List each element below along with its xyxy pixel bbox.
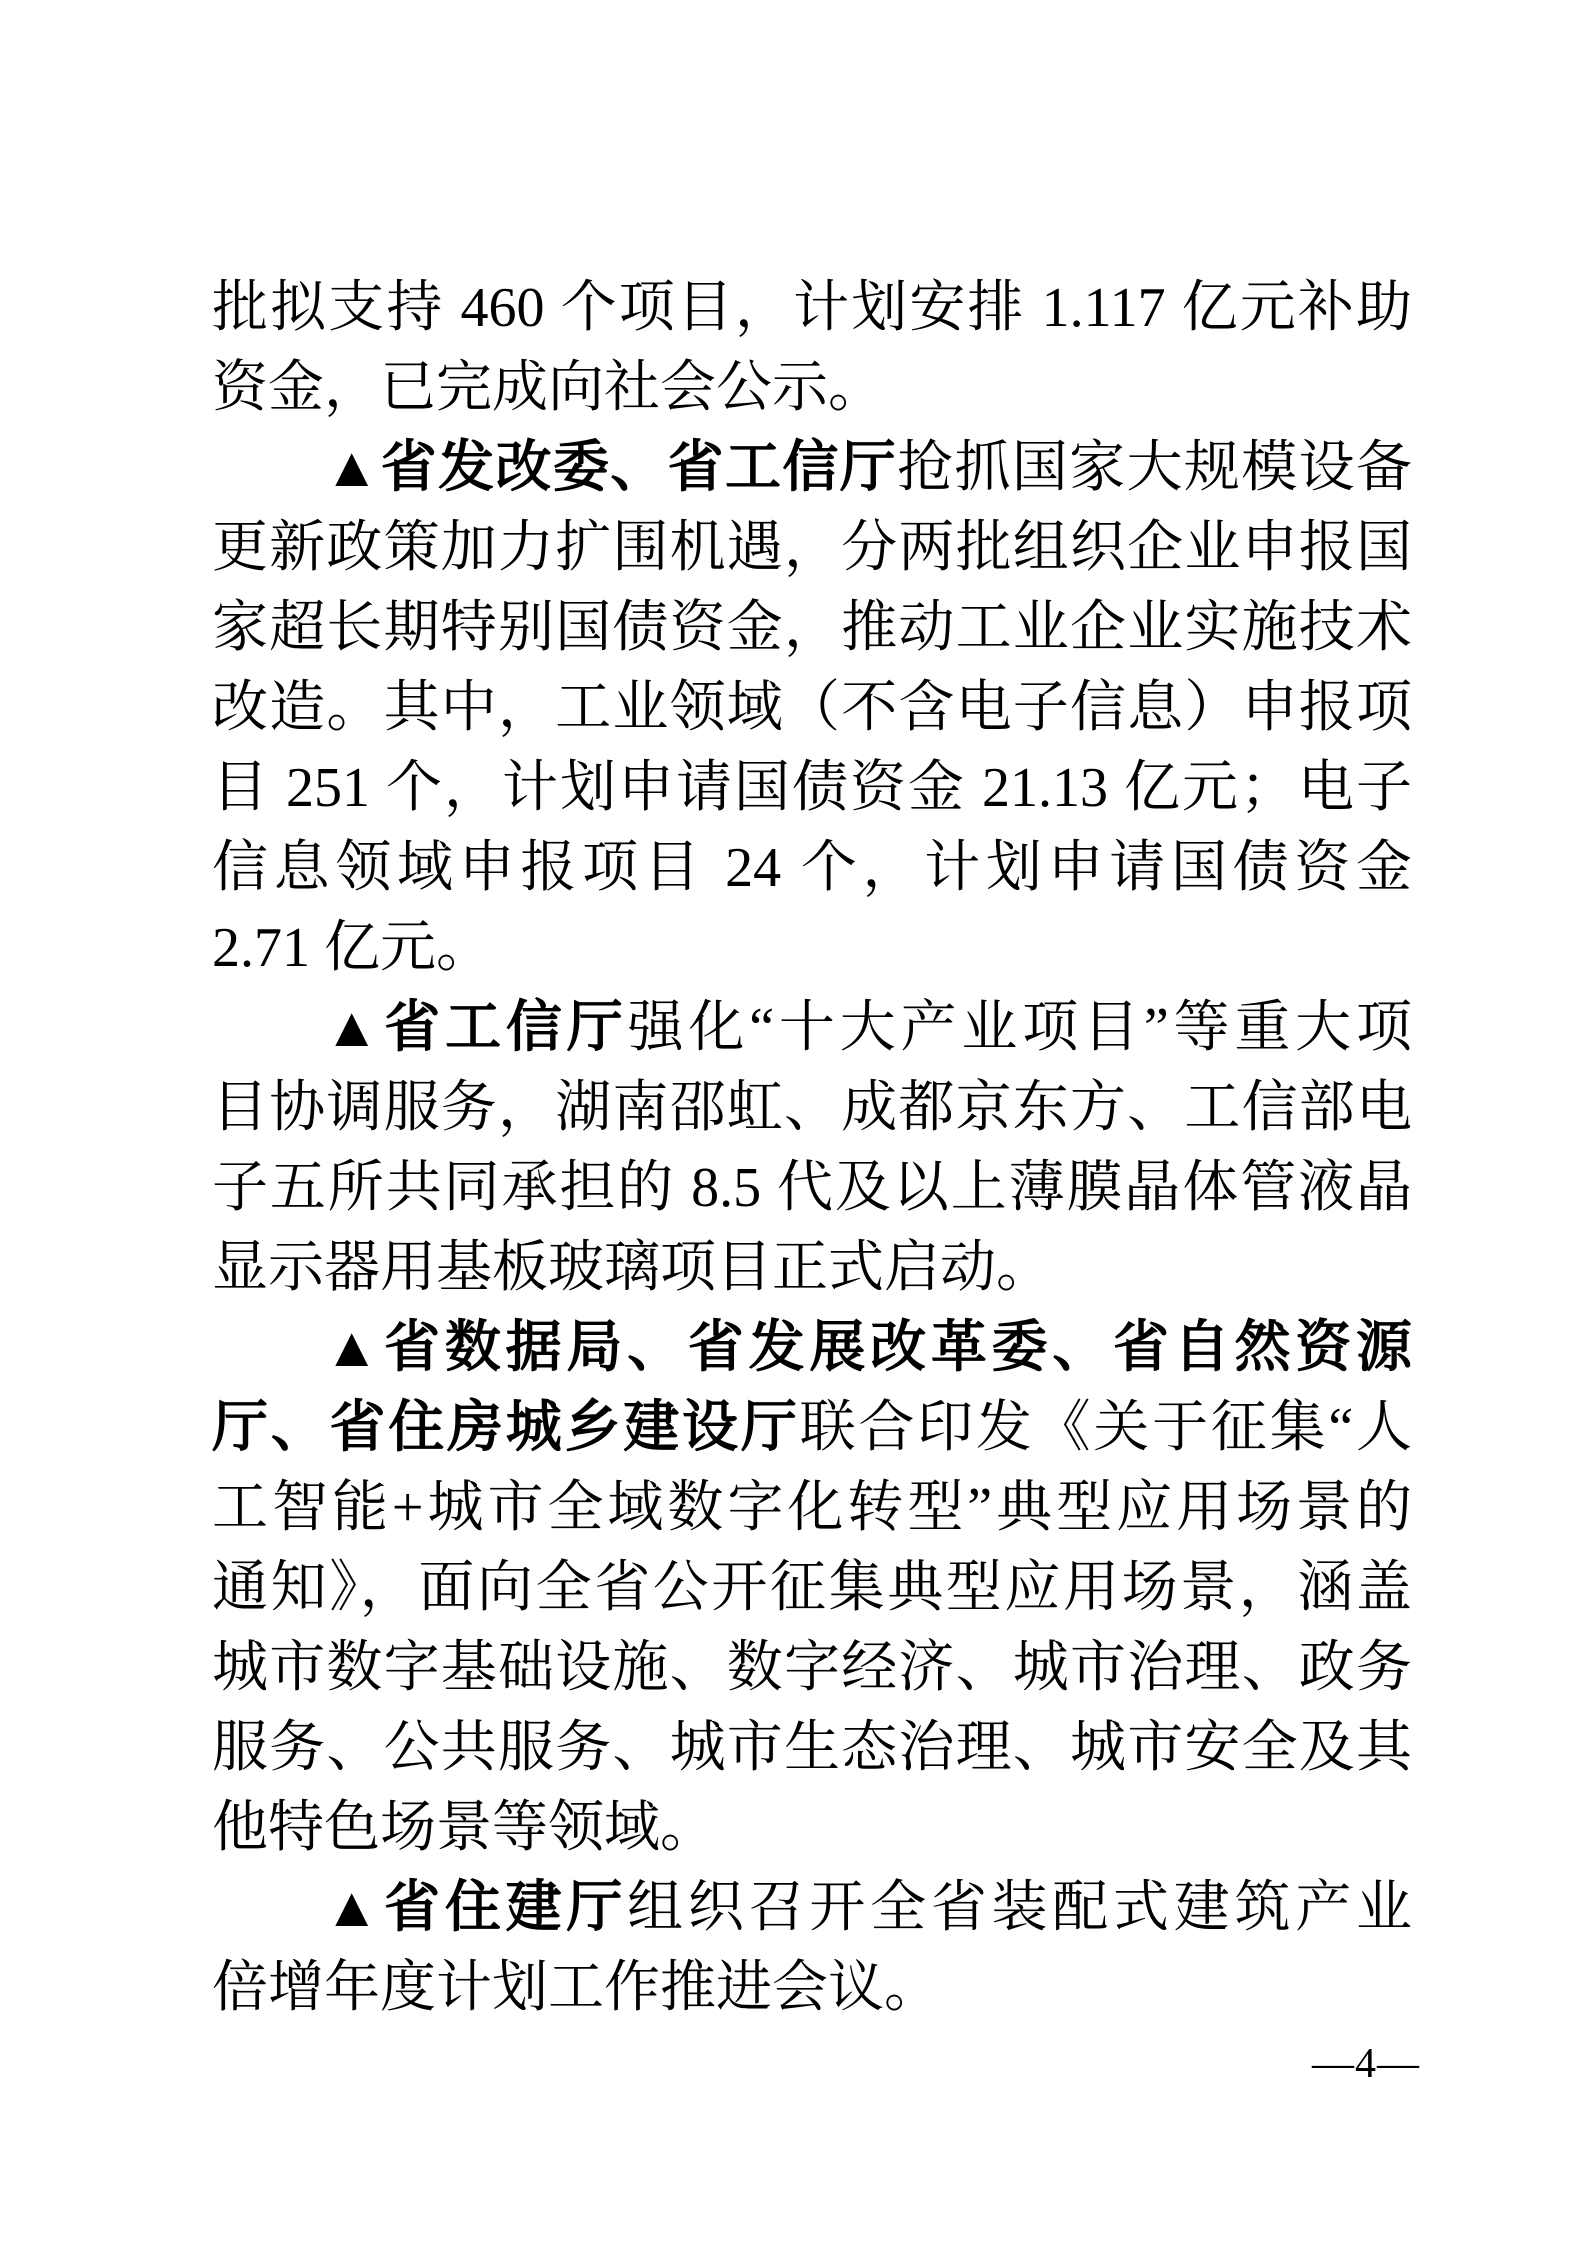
text-line <box>212 1628 1412 1708</box>
text-line <box>212 1468 1412 1548</box>
text-line <box>212 1228 1412 1308</box>
paragraph <box>212 1308 1412 1868</box>
bold-text-segment: ▲省住建厅 <box>324 1877 628 1939</box>
text-segment: 他特色场景等领域。 <box>212 1797 716 1859</box>
text-segment: 工智能+城市全域数字化转型”典型应用场景的 <box>212 1477 1412 1539</box>
text-line <box>212 988 1412 1068</box>
text-line <box>212 268 1412 348</box>
text-line <box>212 588 1412 668</box>
text-segment: 联合印发《关于征集“人 <box>799 1397 1413 1459</box>
text-segment: 信息领域申报项目 24 个，计划申请国债资金 <box>212 837 1412 899</box>
text-line <box>212 828 1412 908</box>
text-segment: 强化“十大产业项目”等重大项 <box>627 997 1412 1059</box>
text-segment: 子五所共同承担的 8.5 代及以上薄膜晶体管液晶 <box>212 1157 1412 1219</box>
text-segment: 通知》，面向全省公开征集典型应用场景，涵盖 <box>212 1557 1412 1619</box>
paragraph <box>212 428 1412 988</box>
text-segment: 目 251 个，计划申请国债资金 21.13 亿元；电子 <box>212 757 1412 819</box>
document-body <box>212 268 1412 2028</box>
text-line <box>212 1708 1412 1788</box>
text-line <box>212 1548 1412 1628</box>
text-segment: 家超长期特别国债资金，推动工业企业实施技术 <box>212 597 1412 659</box>
text-segment: 服务、公共服务、城市生态治理、城市安全及其 <box>212 1717 1412 1779</box>
page-number: —4— <box>1312 2041 1420 2087</box>
text-line <box>212 1308 1412 1388</box>
text-segment: 资金，已完成向社会公示。 <box>212 357 884 419</box>
text-line <box>212 1388 1412 1468</box>
text-segment: 组织召开全省装配式建筑产业 <box>627 1877 1412 1939</box>
paragraph <box>212 1868 1412 2028</box>
text-segment: 批拟支持 460 个项目，计划安排 1.117 亿元补助 <box>212 277 1412 339</box>
text-segment: 显示器用基板玻璃项目正式启动。 <box>212 1237 1052 1299</box>
text-line <box>212 1068 1412 1148</box>
bold-text-segment: ▲省工信厅 <box>324 997 628 1059</box>
text-segment: 抢抓国家大规模设备 <box>897 437 1412 499</box>
text-line <box>212 428 1412 508</box>
text-segment: 更新政策加力扩围机遇，分两批组织企业申报国 <box>212 517 1412 579</box>
text-line <box>212 748 1412 828</box>
text-line <box>212 1788 1412 1868</box>
text-line <box>212 1948 1412 2028</box>
paragraph <box>212 268 1412 428</box>
text-line <box>212 1868 1412 1948</box>
text-segment: 倍增年度计划工作推进会议。 <box>212 1957 940 2019</box>
text-line <box>212 668 1412 748</box>
bold-text-segment: ▲省数据局、省发展改革委、省自然资源 <box>324 1317 1412 1379</box>
text-line <box>212 348 1412 428</box>
bold-text-segment: ▲省发改委、省工信厅 <box>324 437 898 499</box>
bold-text-segment: 厅、省住房城乡建设厅 <box>212 1397 800 1459</box>
text-line <box>212 908 1412 988</box>
text-line <box>212 508 1412 588</box>
paragraph <box>212 988 1412 1308</box>
text-segment: 城市数字基础设施、数字经济、城市治理、政务 <box>212 1637 1412 1699</box>
text-line <box>212 1148 1412 1228</box>
text-segment: 2.71 亿元。 <box>212 917 492 979</box>
text-segment: 改造。其中，工业领域（不含电子信息）申报项 <box>212 677 1412 739</box>
text-segment: 目协调服务，湖南邵虹、成都京东方、工信部电 <box>212 1077 1412 1139</box>
